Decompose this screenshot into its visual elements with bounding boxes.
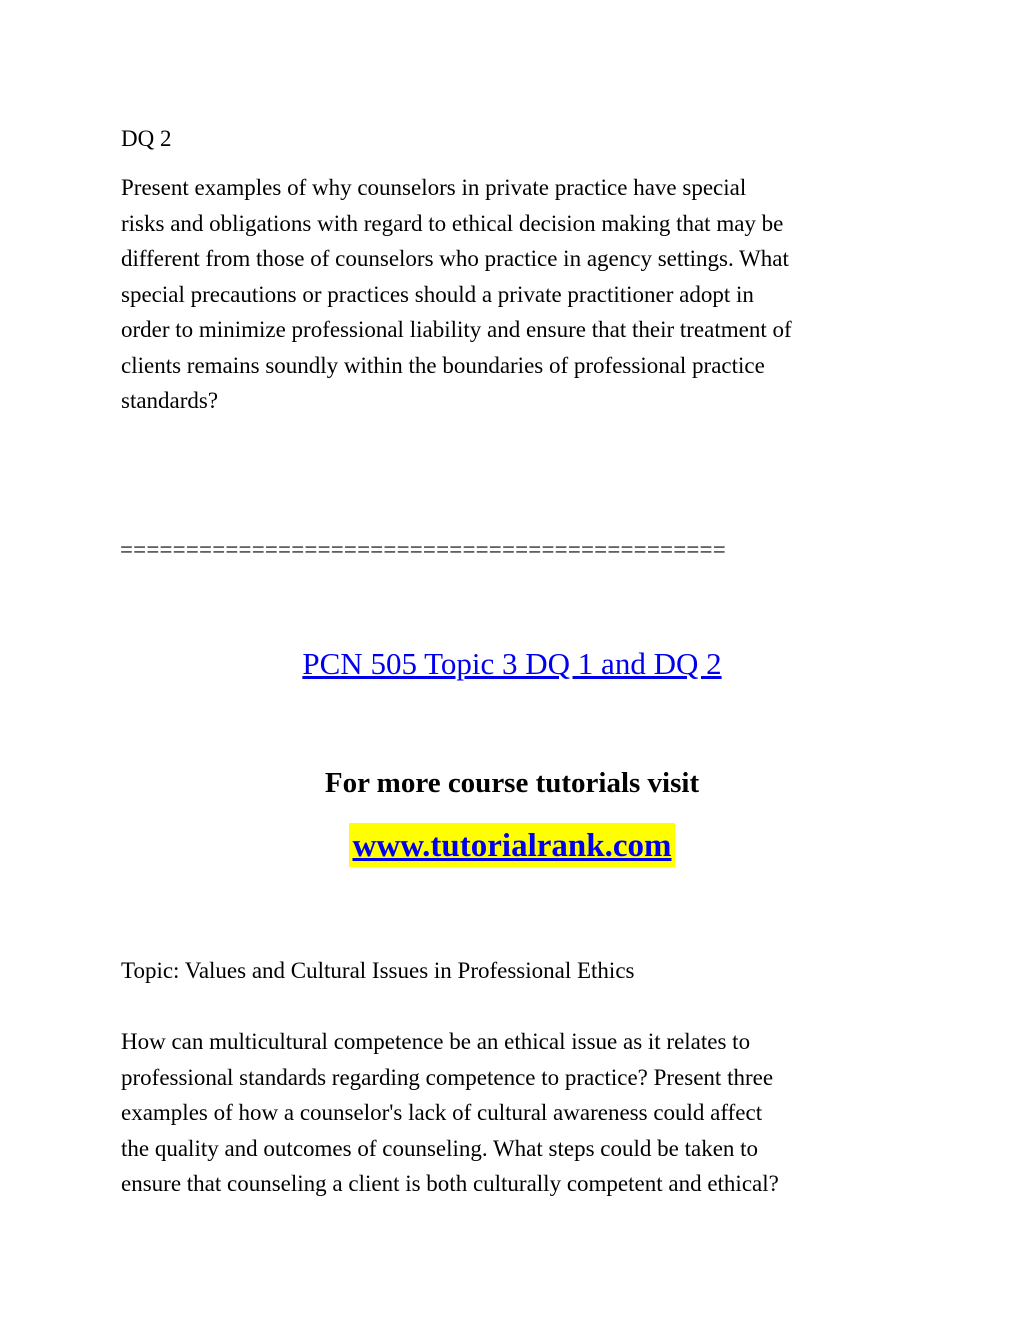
question-1-line: standards? xyxy=(121,388,219,413)
course-link[interactable]: PCN 505 Topic 3 DQ 1 and DQ 2 xyxy=(302,646,722,681)
question-2-line: examples of how a counselor's lack of cultural awareness could affect xyxy=(121,1100,763,1125)
question-2-line: professional standards regarding competence to practice? Present three xyxy=(121,1064,774,1090)
question-1-paragraph xyxy=(121,170,921,419)
topic-heading: Topic: Values and Cultural Issues in Professional Ethics xyxy=(121,958,635,983)
dq-heading: DQ 2 xyxy=(121,126,172,151)
question-2-line: How can multicultural competence be an ethical issue as it relates to xyxy=(121,1029,751,1054)
site-link[interactable]: www.tutorialrank.com xyxy=(349,823,676,867)
question-2-paragraph xyxy=(121,1024,921,1202)
question-1-line: Present examples of why counselors in private practice have special xyxy=(121,175,747,200)
separator-line: ============================================== xyxy=(120,537,726,562)
course-link-container xyxy=(0,646,1024,682)
site-link-container xyxy=(0,823,1024,867)
question-2-line: the quality and outcomes of counseling. What steps could be taken to xyxy=(121,1135,759,1161)
question-1-line: order to minimize professional liability and ensure that their treatment of xyxy=(121,317,792,342)
question-1-line: different from those of counselors who practice in agency settings. What xyxy=(121,246,789,271)
question-1-line: clients remains soundly within the boundaries of professional practice xyxy=(121,352,765,378)
question-1-line: special precautions or practices should a private practitioner adopt in xyxy=(121,281,754,307)
promo-text: For more course tutorials visit xyxy=(324,767,700,799)
question-2-line: ensure that counseling a client is both culturally competent and ethical? xyxy=(121,1171,779,1196)
question-1-line: risks and obligations with regard to ethical decision making that may be xyxy=(121,210,784,236)
